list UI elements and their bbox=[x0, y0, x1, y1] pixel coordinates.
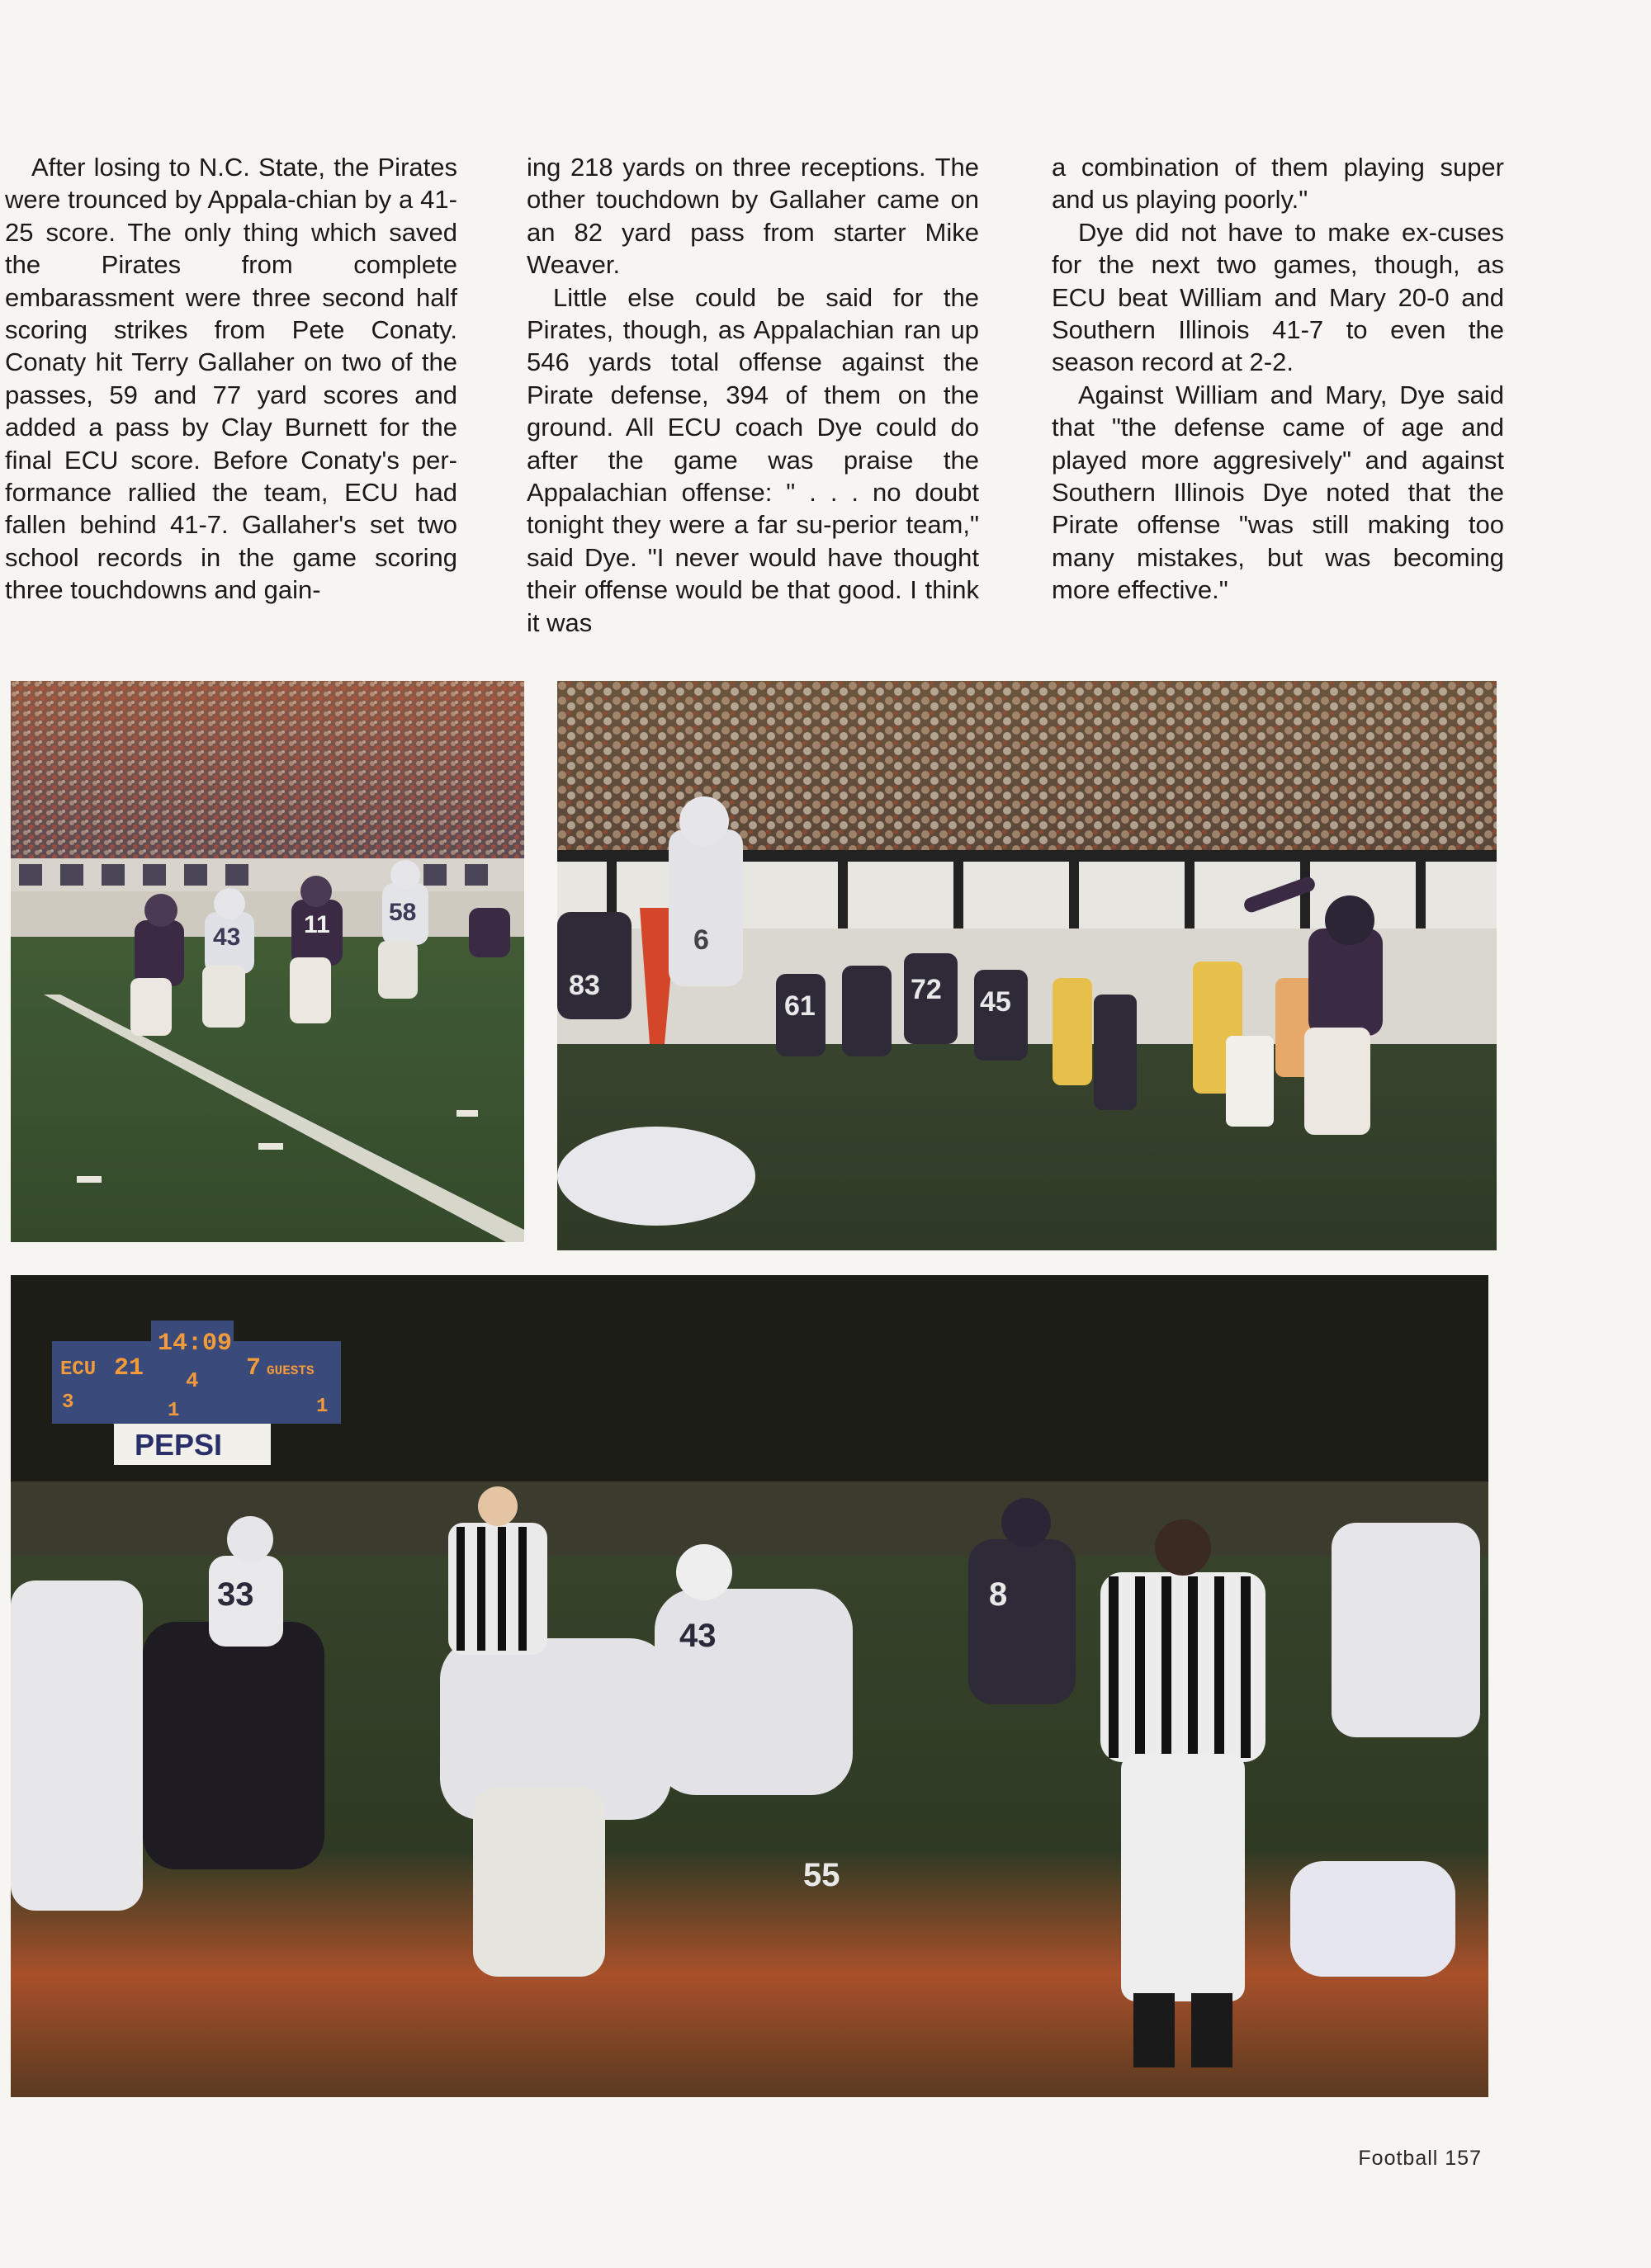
paragraph: After losing to N.C. State, the Pirates were trounced by Appala-chian by a 41-25 score. The only thing which saved the Pirates from complete embarassment were three second half scoring strikes from Pete Conaty. Conaty hit Terry Gallaher on two of the passes, 59 and 77 yard scores and added a pass by Clay Burnett for the final ECU score. Before Conaty's per-formance rallied the team, ECU had fallen behind 41-7. Gallaher's set two school records in the game scoring three touchdowns and gain- bbox=[5, 153, 457, 605]
jersey-number: 83 bbox=[569, 970, 600, 1001]
scoreboard-down: 3 bbox=[62, 1392, 74, 1414]
jersey-number: 61 bbox=[784, 990, 816, 1022]
text-column-1 bbox=[5, 151, 457, 607]
photo-quarterback-pass bbox=[557, 681, 1497, 1250]
scoreboard-home-label: ECU bbox=[60, 1358, 97, 1381]
page-folio: Football 157 bbox=[1358, 2147, 1482, 2170]
jersey-number: 6 bbox=[693, 924, 709, 956]
jersey-number: 55 bbox=[803, 1857, 840, 1893]
pepsi-sign: PEPSI bbox=[135, 1428, 223, 1462]
scoreboard-ball-on: 1 bbox=[316, 1396, 329, 1418]
jersey-number: 33 bbox=[217, 1576, 254, 1613]
scoreboard-to-go: 1 bbox=[168, 1400, 180, 1422]
scoreboard-home-score: 21 bbox=[114, 1354, 144, 1382]
paragraph: ing 218 yards on three receptions. The other touchdown by Gallaher came on an 82 yard pass from starter Mike Weaver. bbox=[527, 153, 979, 280]
photo-ball-carrier bbox=[11, 681, 524, 1242]
paragraph: Dye did not have to make ex-cuses for the next two games, though, as ECU beat William and Mary 20-0 and Southern Illinois 41-7 to even the season record at 2-2. bbox=[1052, 217, 1504, 377]
scoreboard-guest-score: 7 bbox=[246, 1354, 262, 1382]
paragraph: a combination of them playing super and us playing poorly." bbox=[1052, 153, 1504, 215]
jersey-number: 43 bbox=[679, 1618, 717, 1654]
jersey-number: 8 bbox=[989, 1576, 1008, 1613]
text-column-3 bbox=[1052, 151, 1504, 607]
scoreboard-quarter: 4 bbox=[186, 1368, 199, 1393]
jersey-number: 58 bbox=[389, 899, 417, 926]
paragraph: Little else could be said for the Pirates, though, as Appalachian ran up 546 yards total offense against the Pirate defense, 394 of them on the ground. All ECU coach Dye could do after the game was praise the Appalachian offense: " . . . no doubt tonight they were a far su-perior team," said Dye. "I never would have thought their offense would be that good. I think it was bbox=[527, 282, 979, 637]
paragraph: Against William and Mary, Dye said that "the defense came of age and played more aggresively" and against Southern Illinois Dye noted that the Pirate offense "was still making too many mistakes, but was becoming more effective." bbox=[1052, 380, 1504, 605]
jersey-number: 43 bbox=[213, 924, 241, 951]
scoreboard-guest-label: GUESTS bbox=[267, 1363, 315, 1378]
jersey-number: 11 bbox=[304, 911, 330, 938]
jersey-number: 72 bbox=[911, 974, 942, 1005]
text-column-2 bbox=[527, 151, 979, 639]
scoreboard-clock: 14:09 bbox=[158, 1330, 233, 1358]
jersey-number: 45 bbox=[980, 986, 1011, 1018]
photo-goal-line-pileup bbox=[11, 1275, 1488, 2097]
